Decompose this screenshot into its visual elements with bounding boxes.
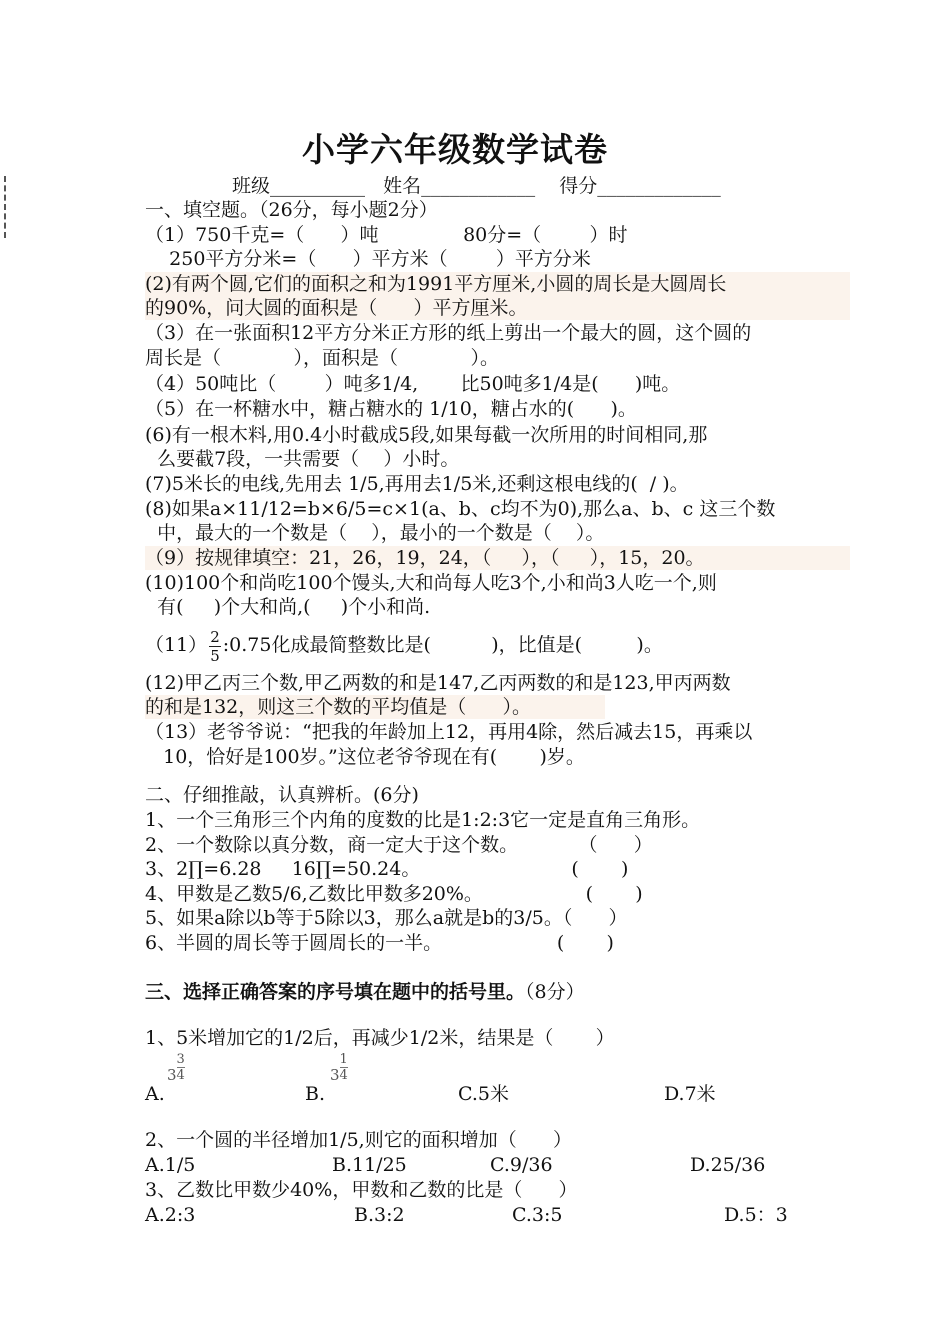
page-title: 小学六年级数学试卷 xyxy=(302,130,608,169)
judge-item: 6、半圆的周长等于圆周长的一半。 ( ) xyxy=(145,932,614,954)
option-a-fraction xyxy=(177,1052,185,1083)
student-info-header: 班级__________ 姓名____________ 得分_____________ xyxy=(232,175,721,197)
q11-fraction xyxy=(209,628,221,665)
option-a-denominator: 4 xyxy=(176,1068,185,1083)
q10-line-1: (10)100个和尚吃100个馒头,大和尚每人吃3个,小和尚3人吃一个,则 xyxy=(145,572,717,594)
q11-text: :0.75化成最简整数比是( )，比值是( )。 xyxy=(222,634,663,656)
choice-q1-option-a-label: A. xyxy=(145,1083,165,1105)
q11-fraction-denominator: 5 xyxy=(210,646,220,665)
q12-line-1: (12)甲乙丙三个数,甲乙两数的和是147,乙丙两数的和是123,甲丙两数 xyxy=(145,672,731,694)
q3-line-1: （3）在一张面积12平方分米正方形的纸上剪出一个最大的圆，这个圆的 xyxy=(145,322,752,344)
q2-line-2: 的90%，问大圆的面积是（ ）平方厘米。 xyxy=(145,296,850,320)
section-2-heading: 二、仔细推敲，认真辨析。(6分) xyxy=(145,784,419,806)
choice-q2-option: C.9/36 xyxy=(490,1154,553,1176)
q7-line: (7)5米长的电线,先用去 1/5,再用去1/5米,还剩这根电线的( / )。 xyxy=(145,473,689,495)
option-a-whole: 3 xyxy=(167,1066,177,1084)
choice-q3: 3、乙数比甲数少40%，甲数和乙数的比是（ ） xyxy=(145,1179,578,1201)
option-b-denominator: 4 xyxy=(339,1068,348,1083)
q6-line-2: 么要截7段，一共需要（ ）小时。 xyxy=(145,448,460,470)
q10-line-2: 有( )个大和尚,( )个小和尚. xyxy=(145,596,431,618)
q11-prefix: （11） xyxy=(145,634,208,656)
choice-q2: 2、一个圆的半径增加1/5,则它的面积增加（ ） xyxy=(145,1129,572,1151)
q13-line-1: （13）老爷爷说：“把我的年龄加上12，再用4除，然后减去15，再乘以 xyxy=(145,721,753,743)
choice-q1-option-d: D.7米 xyxy=(664,1083,716,1105)
section-3-heading xyxy=(145,980,585,1004)
choice-q3-option: C.3:5 xyxy=(512,1204,563,1226)
judge-item: 5、如果a除以b等于5除以3，那么a就是b的3/5。（ ） xyxy=(145,907,628,929)
choice-q3-option: B.3:2 xyxy=(354,1204,405,1226)
judge-item: 3、2∏=6.28 16∏=50.24。 ( ) xyxy=(145,858,629,880)
q2-line-1: (2)有两个圆,它们的面积之和为1991平方厘米,小圆的周长是大圆周长 xyxy=(145,272,850,296)
section-3-score: （8分） xyxy=(525,981,585,1003)
binding-margin-line xyxy=(4,176,6,238)
choice-q1-option-c: C.5米 xyxy=(458,1083,509,1105)
section-1-heading: 一、填空题。（26分，每小题2分） xyxy=(145,199,438,221)
q9-line: （9）按规律填空：21，26，19，24，（ ），（ ），15，20。 xyxy=(145,546,850,570)
section-3-heading-text: 三、选择正确答案的序号填在题中的括号里。 xyxy=(145,981,526,1003)
choice-q1: 1、5米增加它的1/2后，再减少1/2米，结果是（ ） xyxy=(145,1027,615,1049)
choice-q1-option-b-label: B. xyxy=(305,1083,326,1105)
q11-line xyxy=(145,626,663,665)
q8-line-2: 中，最大的一个数是（ ），最小的一个数是（ ）。 xyxy=(145,522,605,544)
choice-q2-option: B.11/25 xyxy=(332,1154,407,1176)
option-b-numerator: 1 xyxy=(339,1052,348,1067)
choice-q2-option: A.1/5 xyxy=(145,1154,196,1176)
option-a-numerator: 3 xyxy=(176,1052,185,1067)
choice-q1-option-b-value xyxy=(330,1052,348,1083)
choice-q3-option: D.5：3 xyxy=(724,1204,788,1226)
q4-line: （4）50吨比（ ）吨多1/4, 比50吨多1/4是( )吨。 xyxy=(145,373,681,395)
q11-fraction-numerator: 2 xyxy=(210,627,220,646)
q12-line-2: 的和是132，则这三个数的平均值是（ ）。 xyxy=(145,695,605,719)
q8-line-1: (8)如果a×11/12=b×6/5=c×1(a、b、c均不为0),那么a、b、c 这三个数 xyxy=(145,498,776,520)
q6-line-1: (6)有一根木料,用0.4小时截成5段,如果每截一次所用的时间相同,那 xyxy=(145,424,708,446)
q13-line-2: 10，恰好是100岁。”这位老爷爷现在有( )岁。 xyxy=(145,746,585,768)
judge-item: 2、一个数除以真分数，商一定大于这个数。 （ ） xyxy=(145,834,653,856)
q1-line-2: 250平方分米=（ ）平方米（ ）平方分米 xyxy=(145,248,591,270)
q5-line: （5）在一杯糖水中，糖占糖水的 1/10，糖占水的( )。 xyxy=(145,398,637,420)
judge-item: 1、一个三角形三个内角的度数的比是1:2:3它一定是直角三角形。 xyxy=(145,809,701,831)
choice-q3-option: A.2:3 xyxy=(145,1204,196,1226)
option-b-fraction xyxy=(340,1052,348,1083)
option-b-whole: 3 xyxy=(330,1066,340,1084)
choice-q2-option: D.25/36 xyxy=(690,1154,766,1176)
choice-q1-option-a-value xyxy=(167,1052,185,1083)
q3-line-2: 周长是（ ），面积是（ ）。 xyxy=(145,347,499,369)
q1-line-1: （1）750千克=（ ）吨 80分=（ ）时 xyxy=(145,224,628,246)
judge-item: 4、甲数是乙数5/6,乙数比甲数多20%。 ( ) xyxy=(145,883,643,905)
